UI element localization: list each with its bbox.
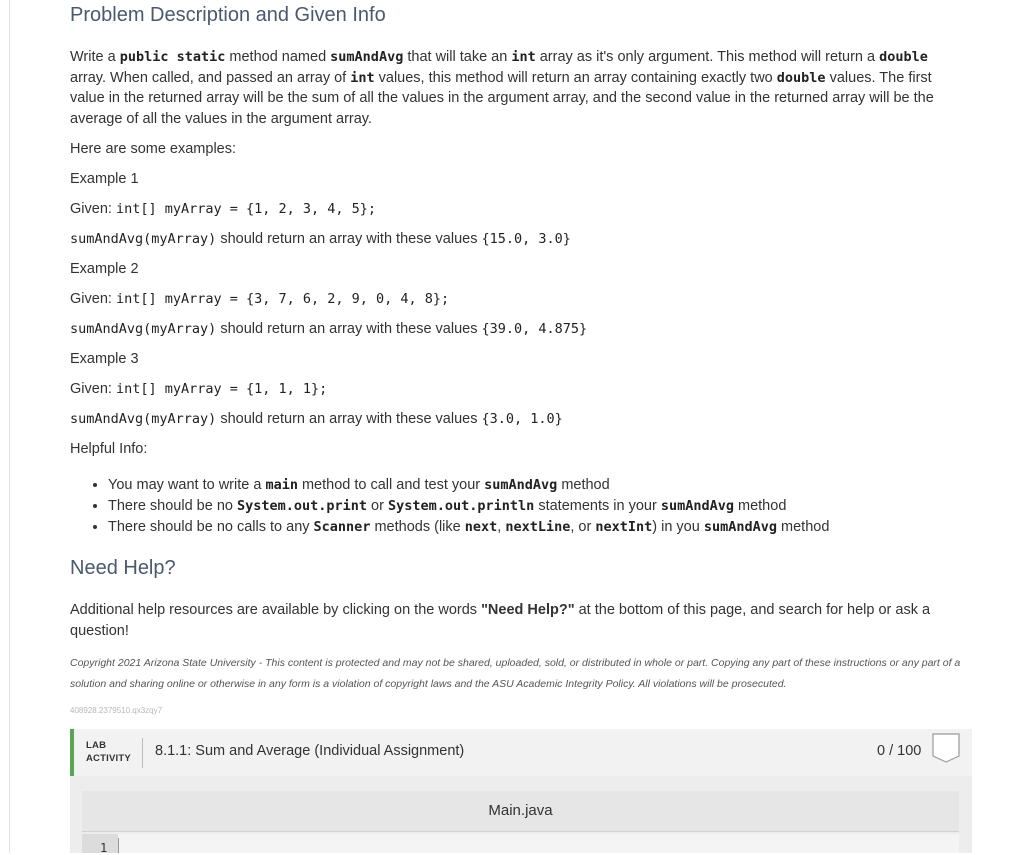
result-code: {39.0, 4.875} (481, 321, 588, 337)
line-number: 1 (100, 841, 108, 855)
code-method-name: sumAndAvg (660, 498, 734, 514)
code-nextline: nextLine (505, 519, 571, 535)
code-main: main (265, 477, 298, 493)
code-method-name: sumAndAvg (330, 49, 404, 65)
bullet-text: , (497, 519, 506, 535)
score-badge-icon (932, 733, 960, 763)
lab-activity-bar (70, 729, 972, 776)
divider (142, 738, 143, 768)
bullet-text: method (557, 477, 610, 493)
given-code: int[] myArray = {1, 1, 1}; (115, 381, 328, 397)
bullet-text: statements in your (534, 498, 661, 514)
bullet-text: methods (like (370, 519, 465, 535)
code-method-name: sumAndAvg (703, 519, 777, 535)
left-border (9, 0, 10, 853)
need-help-paragraph (70, 600, 950, 641)
lab-score: 0 / 100 (877, 743, 922, 759)
intro-text: values, this method will return an array containing exactly two (374, 69, 777, 86)
code-int: int (511, 49, 536, 65)
bullet-text: or (367, 498, 388, 514)
example-result (70, 229, 571, 250)
call-code: sumAndAvg(myArray) (70, 411, 217, 427)
code-println: System.out.println (387, 498, 535, 514)
intro-text: values. The first value in the returned array will be the sum of all the values in the argument array, and the second value in the returned array will be the average of all the values in the argument array. (70, 69, 934, 127)
bullet-text: You may want to write a (108, 477, 266, 493)
need-help-text: Additional help resources are available by clicking on the words (70, 602, 482, 618)
code-editor (70, 776, 972, 853)
intro-text: method named (225, 49, 331, 65)
result-code: {15.0, 3.0} (481, 231, 571, 247)
bullet-text: ) in you (652, 519, 704, 535)
result-code: {3.0, 1.0} (481, 411, 563, 427)
code-nextint: nextInt (595, 519, 653, 535)
example-given (70, 379, 327, 400)
code-double: double (879, 49, 928, 65)
given-code: int[] myArray = {3, 7, 6, 2, 9, 0, 4, 8}; (115, 291, 450, 307)
result-text: should return an array with these values (216, 411, 482, 427)
example-heading: Example 2 (70, 261, 139, 277)
need-help-heading: Need Help? (70, 557, 176, 579)
code-public-static: public static (119, 49, 226, 65)
intro-text: Write a (70, 49, 120, 65)
bullet-text: , or (570, 519, 596, 535)
file-tab-main-java[interactable]: Main.java (82, 791, 959, 832)
intro-text: that will take an (403, 49, 512, 65)
lab-tag-line: ACTIVITY (86, 753, 131, 764)
lab-tag-line: LAB (86, 740, 107, 751)
lab-title: 8.1.1: Sum and Average (Individual Assignment) (155, 743, 465, 759)
bullet-text: There should be no (108, 498, 237, 514)
lab-activity-tag (86, 739, 131, 765)
bullet-text: method (733, 498, 787, 514)
helpful-info-list (70, 475, 968, 538)
helpful-bullet (108, 496, 968, 517)
bullet-text: There should be no calls to any (108, 519, 314, 535)
given-label: Given: (70, 201, 116, 217)
given-label: Given: (70, 291, 116, 307)
example-result (70, 319, 587, 340)
need-help-link-text: "Need Help?" (481, 602, 575, 618)
intro-paragraph (70, 47, 960, 129)
need-help-text: at the bottom of this page, and search for help or ask a question! (70, 602, 931, 639)
call-code: sumAndAvg(myArray) (70, 231, 217, 247)
example-given (70, 199, 376, 220)
page-title: Problem Description and Given Info (70, 4, 386, 26)
tracking-id: 408928.2379510.qx3zqy7 (70, 706, 163, 715)
given-code: int[] myArray = {1, 2, 3, 4, 5}; (115, 201, 377, 217)
helpful-bullet (108, 475, 968, 496)
copyright-notice: Copyright 2021 Arizona State University - This content is protected and may not be shared, uploaded, sold, or distributed in whole or part. Copying any part of these instructions or any part of a solution and sharing online or otherwise in any form is a violation of copyright laws and the ASU Academic Integrity Policy. All violations will be prosecuted. (70, 657, 961, 690)
example-result (70, 409, 563, 430)
code-next: next (464, 519, 498, 535)
call-code: sumAndAvg(myArray) (70, 321, 217, 337)
example-heading: Example 1 (70, 171, 139, 187)
result-text: should return an array with these values (216, 321, 482, 337)
result-text: should return an array with these values (216, 231, 482, 247)
intro-text: array. When called, and passed an array of (70, 69, 351, 86)
code-scanner: Scanner (313, 519, 371, 535)
code-method-name: sumAndAvg (484, 477, 558, 493)
helpful-info-heading: Helpful Info: (70, 441, 148, 457)
code-input-area[interactable] (82, 834, 959, 853)
helpful-bullet (108, 517, 968, 538)
example-given (70, 289, 449, 310)
text-cursor (118, 838, 119, 853)
code-double: double (776, 69, 826, 86)
code-int: int (350, 69, 375, 86)
intro-text: array as it's only argument. This method will return a (535, 49, 880, 65)
example-heading: Example 3 (70, 351, 139, 367)
bullet-text: method (777, 519, 830, 535)
examples-intro: Here are some examples: (70, 141, 237, 157)
code-print: System.out.print (236, 498, 368, 514)
bullet-text: method to call and test your (297, 477, 485, 493)
given-label: Given: (70, 381, 116, 397)
